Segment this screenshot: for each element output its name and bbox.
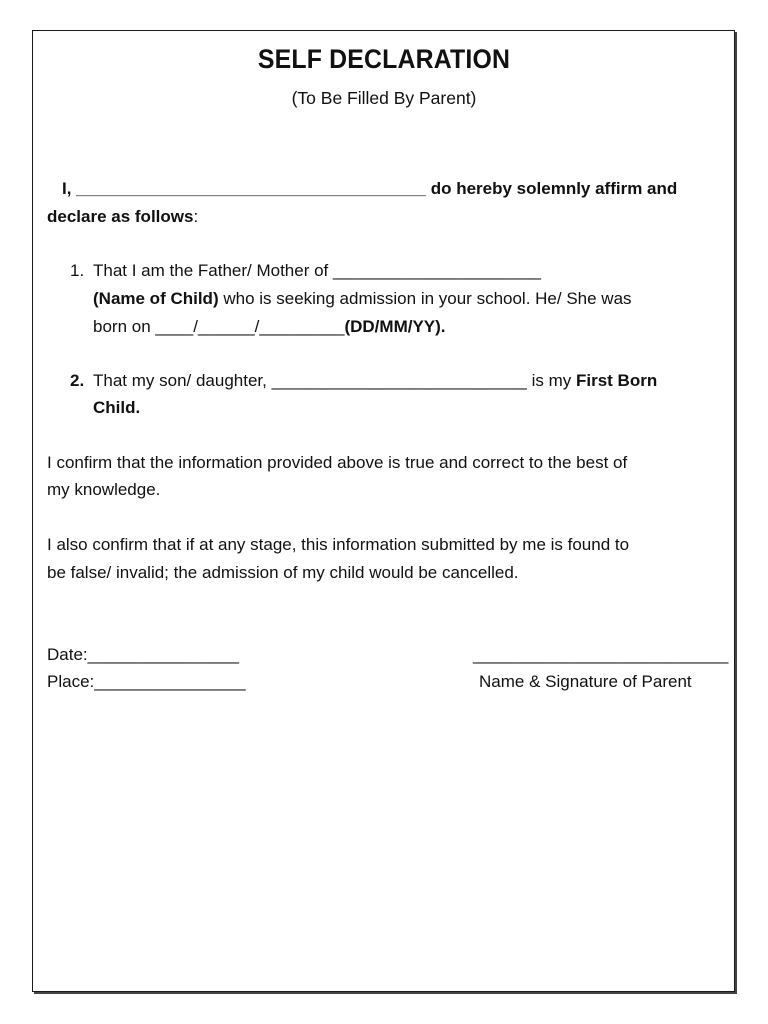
item-2-number: 2. xyxy=(70,371,85,390)
intro-affirm: do hereby solemnly affirm and xyxy=(426,179,678,198)
document-title: SELF DECLARATION xyxy=(257,44,511,74)
item-1-line-1: That I am the Father/ Mother of ______________________ xyxy=(93,261,541,280)
birth-date-blank: born on ____/______/_________ xyxy=(93,317,345,336)
confirm-2-line-1: I also confirm that if at any stage, this information submitted by me is found to xyxy=(47,535,630,554)
document-subtitle: (To Be Filled By Parent) xyxy=(291,88,477,108)
item-1-line-3 xyxy=(93,317,446,337)
date-format-label: (DD/MM/YY). xyxy=(344,317,446,336)
item-2-line-2: Child. xyxy=(93,398,141,417)
intro-colon: : xyxy=(193,207,199,226)
signature-line: ___________________________ xyxy=(473,645,729,664)
item-2-text: That my son/ daughter, ___________________________ is my xyxy=(93,371,576,390)
intro-line-2 xyxy=(47,207,198,227)
intro-declare: declare as follows xyxy=(47,207,194,226)
signature-label: Name & Signature of Parent xyxy=(479,672,692,691)
first-born-label: First Born xyxy=(575,371,658,390)
place-field: Place:________________ xyxy=(47,672,246,691)
confirm-2-line-2: be false/ invalid; the admission of my child would be cancelled. xyxy=(47,563,519,582)
item-1-line-2 xyxy=(93,289,632,309)
intro-name-blank: _____________________________________ xyxy=(76,179,426,198)
confirm-1-line-2: my knowledge. xyxy=(47,480,161,499)
page-border xyxy=(32,30,735,992)
intro-prefix: I, xyxy=(62,179,77,198)
item-1-line-2-tail: who is seeking admission in your school. He/ She was xyxy=(218,289,632,308)
date-field: Date:________________ xyxy=(47,645,239,664)
item-2-line-1 xyxy=(93,371,657,391)
item-1-number: 1. xyxy=(70,261,85,280)
confirm-1-line-1: I confirm that the information provided above is true and correct to the best of xyxy=(47,453,628,472)
intro-line-1 xyxy=(62,179,677,199)
name-of-child-label: (Name of Child) xyxy=(93,289,219,308)
